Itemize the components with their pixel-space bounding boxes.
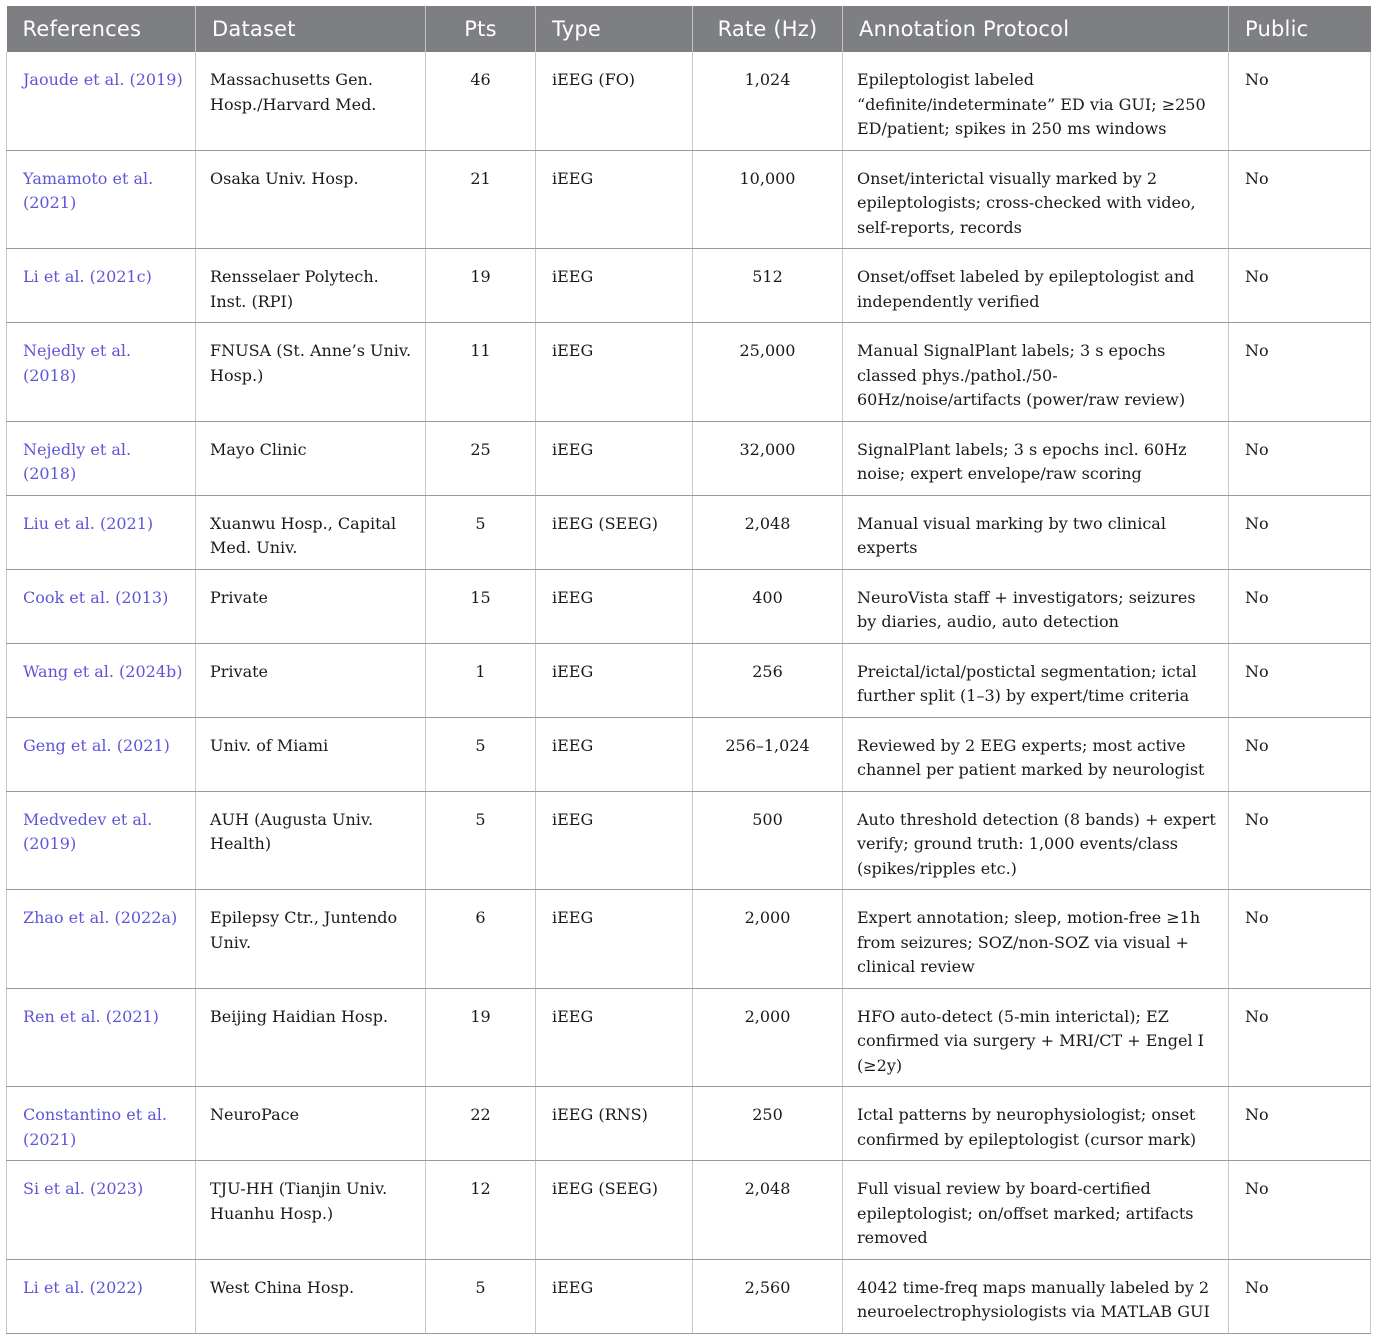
cell-type: iEEG [536, 323, 693, 422]
cell-public: No [1229, 717, 1371, 791]
cell-public: No [1229, 1161, 1371, 1260]
table-row [7, 150, 1371, 249]
datasets-table [6, 6, 1371, 1334]
cell-annotation-protocol: Expert annotation; sleep, motion-free ≥1h from seizures; SOZ/non-SOZ via visual + clinical review [843, 890, 1229, 989]
cell-type: iEEG [536, 569, 693, 643]
cell-pts: 15 [426, 569, 536, 643]
cell-pts: 12 [426, 1161, 536, 1260]
datasets-table-container [6, 6, 1370, 1334]
cell-public: No [1229, 323, 1371, 422]
cell-rate: 10,000 [693, 150, 843, 249]
cell-public: No [1229, 569, 1371, 643]
cell-dataset: West China Hosp. [196, 1259, 426, 1333]
cell-reference[interactable]: Cook et al. (2013) [7, 569, 196, 643]
cell-dataset: Private [196, 569, 426, 643]
header-type: Type [536, 6, 693, 52]
table-row [7, 988, 1371, 1087]
cell-type: iEEG [536, 249, 693, 323]
cell-reference[interactable]: Wang et al. (2024b) [7, 643, 196, 717]
cell-public: No [1229, 150, 1371, 249]
cell-rate: 2,000 [693, 890, 843, 989]
header-rate: Rate (Hz) [693, 6, 843, 52]
cell-annotation-protocol: SignalPlant labels; 3 s epochs incl. 60Hz noise; expert envelope/raw scoring [843, 421, 1229, 495]
cell-type: iEEG (RNS) [536, 1087, 693, 1161]
cell-rate: 256 [693, 643, 843, 717]
cell-public: No [1229, 791, 1371, 890]
cell-reference[interactable]: Geng et al. (2021) [7, 717, 196, 791]
table-row [7, 569, 1371, 643]
cell-pts: 1 [426, 643, 536, 717]
cell-public: No [1229, 52, 1371, 150]
cell-annotation-protocol: NeuroVista staff + investigators; seizures by diaries, audio, auto detection [843, 569, 1229, 643]
cell-public: No [1229, 1259, 1371, 1333]
cell-pts: 5 [426, 1259, 536, 1333]
cell-reference[interactable]: Ren et al. (2021) [7, 988, 196, 1087]
table-row [7, 1259, 1371, 1333]
header-row [7, 6, 1371, 52]
cell-annotation-protocol: Epileptologist labeled “definite/indeterminate” ED via GUI; ≥250 ED/patient; spikes in 250 ms windows [843, 52, 1229, 150]
cell-reference[interactable]: Li et al. (2021c) [7, 249, 196, 323]
cell-dataset: Rensselaer Polytech. Inst. (RPI) [196, 249, 426, 323]
cell-public: No [1229, 1087, 1371, 1161]
cell-dataset: Epilepsy Ctr., Juntendo Univ. [196, 890, 426, 989]
cell-pts: 5 [426, 717, 536, 791]
cell-type: iEEG [536, 791, 693, 890]
cell-type: iEEG [536, 643, 693, 717]
cell-rate: 25,000 [693, 323, 843, 422]
cell-public: No [1229, 249, 1371, 323]
cell-type: iEEG [536, 717, 693, 791]
cell-pts: 6 [426, 890, 536, 989]
header-pts: Pts [426, 6, 536, 52]
cell-pts: 19 [426, 249, 536, 323]
cell-pts: 21 [426, 150, 536, 249]
cell-dataset: Beijing Haidian Hosp. [196, 988, 426, 1087]
cell-pts: 19 [426, 988, 536, 1087]
cell-rate: 2,048 [693, 1161, 843, 1260]
cell-annotation-protocol: Onset/offset labeled by epileptologist and independently verified [843, 249, 1229, 323]
cell-pts: 46 [426, 52, 536, 150]
cell-annotation-protocol: HFO auto-detect (5-min interictal); EZ confirmed via surgery + MRI/CT + Engel I (≥2y) [843, 988, 1229, 1087]
table-row [7, 495, 1371, 569]
cell-annotation-protocol: Onset/interictal visually marked by 2 epileptologists; cross-checked with video, self-reports, records [843, 150, 1229, 249]
cell-reference[interactable]: Zhao et al. (2022a) [7, 890, 196, 989]
cell-rate: 500 [693, 791, 843, 890]
header-annotation-protocol: Annotation Protocol [843, 6, 1229, 52]
cell-annotation-protocol: 4042 time-freq maps manually labeled by 2 neuroelectrophysiologists via MATLAB GUI [843, 1259, 1229, 1333]
table-row [7, 323, 1371, 422]
cell-rate: 2,048 [693, 495, 843, 569]
cell-reference[interactable]: Jaoude et al. (2019) [7, 52, 196, 150]
cell-annotation-protocol: Preictal/ictal/postictal segmentation; ictal further split (1–3) by expert/time criteria [843, 643, 1229, 717]
cell-type: iEEG [536, 1259, 693, 1333]
cell-type: iEEG (FO) [536, 52, 693, 150]
header-public: Public [1229, 6, 1371, 52]
cell-rate: 256–1,024 [693, 717, 843, 791]
cell-pts: 11 [426, 323, 536, 422]
cell-dataset: Osaka Univ. Hosp. [196, 150, 426, 249]
cell-dataset: Univ. of Miami [196, 717, 426, 791]
table-row [7, 717, 1371, 791]
cell-public: No [1229, 988, 1371, 1087]
table-row [7, 791, 1371, 890]
table-row [7, 1087, 1371, 1161]
cell-type: iEEG [536, 421, 693, 495]
header-references: References [7, 6, 196, 52]
cell-reference[interactable]: Medvedev et al. (2019) [7, 791, 196, 890]
cell-rate: 1,024 [693, 52, 843, 150]
cell-type: iEEG [536, 150, 693, 249]
cell-rate: 400 [693, 569, 843, 643]
cell-dataset: Private [196, 643, 426, 717]
table-row [7, 1161, 1371, 1260]
cell-reference[interactable]: Liu et al. (2021) [7, 495, 196, 569]
cell-reference[interactable]: Yamamoto et al. (2021) [7, 150, 196, 249]
cell-public: No [1229, 890, 1371, 989]
table-row [7, 52, 1371, 150]
cell-reference[interactable]: Nejedly et al. (2018) [7, 421, 196, 495]
cell-dataset: AUH (Augusta Univ. Health) [196, 791, 426, 890]
cell-dataset: Massachusetts Gen. Hosp./Harvard Med. [196, 52, 426, 150]
cell-annotation-protocol: Ictal patterns by neurophysiologist; onset confirmed by epileptologist (cursor mark) [843, 1087, 1229, 1161]
cell-annotation-protocol: Reviewed by 2 EEG experts; most active channel per patient marked by neurologist [843, 717, 1229, 791]
cell-dataset: TJU-HH (Tianjin Univ. Huanhu Hosp.) [196, 1161, 426, 1260]
cell-type: iEEG [536, 988, 693, 1087]
cell-pts: 5 [426, 495, 536, 569]
table-row [7, 643, 1371, 717]
cell-pts: 22 [426, 1087, 536, 1161]
cell-rate: 32,000 [693, 421, 843, 495]
table-row [7, 890, 1371, 989]
cell-reference[interactable]: Nejedly et al. (2018) [7, 323, 196, 422]
cell-public: No [1229, 495, 1371, 569]
cell-rate: 2,560 [693, 1259, 843, 1333]
cell-reference[interactable]: Constantino et al. (2021) [7, 1087, 196, 1161]
cell-rate: 250 [693, 1087, 843, 1161]
cell-rate: 512 [693, 249, 843, 323]
table-row [7, 421, 1371, 495]
cell-annotation-protocol: Manual SignalPlant labels; 3 s epochs classed phys./pathol./50-60Hz/noise/artifacts (power/raw review) [843, 323, 1229, 422]
cell-annotation-protocol: Auto threshold detection (8 bands) + expert verify; ground truth: 1,000 events/class (spikes/ripples etc.) [843, 791, 1229, 890]
cell-type: iEEG [536, 890, 693, 989]
cell-type: iEEG (SEEG) [536, 495, 693, 569]
cell-dataset: NeuroPace [196, 1087, 426, 1161]
cell-dataset: Xuanwu Hosp., Capital Med. Univ. [196, 495, 426, 569]
cell-annotation-protocol: Manual visual marking by two clinical experts [843, 495, 1229, 569]
cell-pts: 25 [426, 421, 536, 495]
cell-type: iEEG (SEEG) [536, 1161, 693, 1260]
cell-rate: 2,000 [693, 988, 843, 1087]
cell-public: No [1229, 643, 1371, 717]
table-row [7, 249, 1371, 323]
cell-public: No [1229, 421, 1371, 495]
cell-dataset: Mayo Clinic [196, 421, 426, 495]
cell-annotation-protocol: Full visual review by board-certified epileptologist; on/offset marked; artifacts removed [843, 1161, 1229, 1260]
header-dataset: Dataset [196, 6, 426, 52]
cell-reference[interactable]: Li et al. (2022) [7, 1259, 196, 1333]
cell-reference[interactable]: Si et al. (2023) [7, 1161, 196, 1260]
cell-dataset: FNUSA (St. Anne’s Univ. Hosp.) [196, 323, 426, 422]
cell-pts: 5 [426, 791, 536, 890]
